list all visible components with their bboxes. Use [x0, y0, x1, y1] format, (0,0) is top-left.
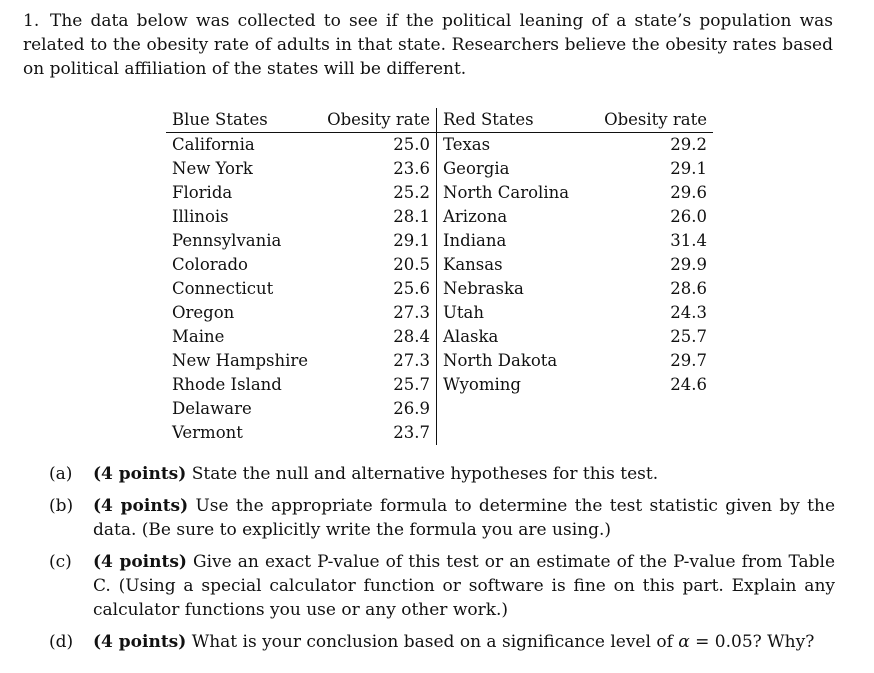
question-parts	[49, 462, 835, 662]
header-blue-states: Blue States	[166, 108, 318, 133]
blue-obesity-rate: 29.1	[318, 229, 437, 253]
blue-obesity-rate: 28.4	[318, 325, 437, 349]
red-state-name: Texas	[443, 135, 491, 154]
table-row	[166, 205, 713, 229]
red-state-name: North Dakota	[443, 351, 558, 370]
blue-obesity-rate: 25.0	[318, 133, 437, 158]
part-label: (a)	[49, 464, 73, 484]
part-body	[93, 550, 835, 622]
blue-obesity-rate: 25.2	[318, 181, 437, 205]
part-points: (4 points)	[93, 496, 189, 516]
blue-state-name: Delaware	[172, 399, 252, 418]
part-label: (d)	[49, 632, 74, 652]
blue-state-name: Connecticut	[172, 279, 274, 298]
header-blue-obesity-rate: Obesity rate	[318, 108, 437, 133]
red-state-name: North Carolina	[443, 183, 570, 202]
blue-state-name: Colorado	[172, 255, 248, 274]
red-state-name: Georgia	[443, 159, 510, 178]
blue-obesity-rate: 27.3	[318, 301, 437, 325]
red-state-name: Alaska	[443, 327, 499, 346]
blue-state-name: Pennsylvania	[172, 231, 282, 250]
red-obesity-rate: 26.0	[670, 207, 707, 226]
table-row	[166, 349, 713, 373]
table-row	[166, 133, 713, 158]
part-c	[49, 550, 835, 622]
red-state-name: Wyoming	[443, 375, 521, 394]
blue-state-name: New Hampshire	[172, 351, 309, 370]
red-obesity-rate: 29.9	[670, 255, 707, 274]
blue-obesity-rate: 28.1	[318, 205, 437, 229]
header-red-states: Red States	[437, 108, 585, 133]
part-text: What is your conclusion based on a significance level of	[191, 632, 673, 652]
blue-state-name: Illinois	[172, 207, 229, 226]
question-intro	[23, 9, 833, 81]
part-d	[49, 630, 835, 654]
blue-state-name: Florida	[172, 183, 233, 202]
part-text-end: = 0.05? Why?	[695, 632, 815, 652]
blue-state-name: Oregon	[172, 303, 235, 322]
red-state-name: Utah	[443, 303, 485, 322]
red-state-name: Indiana	[443, 231, 507, 250]
red-obesity-rate: 29.1	[670, 159, 707, 178]
table-row	[166, 397, 713, 421]
blue-obesity-rate: 23.6	[318, 157, 437, 181]
part-text: Use the appropriate formula to determine the test statistic given by the data. (Be sure to explicitly write the formula you are using.)	[93, 496, 835, 540]
red-obesity-rate: 24.6	[670, 375, 707, 394]
red-obesity-rate: 25.7	[670, 327, 707, 346]
part-points: (4 points)	[93, 552, 187, 572]
table-body	[166, 133, 713, 446]
red-obesity-rate: 31.4	[670, 231, 707, 250]
blue-state-name: California	[172, 135, 255, 154]
red-obesity-rate: 28.6	[670, 279, 707, 298]
red-obesity-rate	[584, 397, 713, 421]
blue-obesity-rate: 25.7	[318, 373, 437, 397]
table-row	[166, 253, 713, 277]
part-body	[93, 494, 835, 542]
blue-state-name: New York	[172, 159, 253, 178]
red-state-name: Kansas	[443, 255, 503, 274]
red-state-name	[437, 421, 585, 445]
red-obesity-rate: 24.3	[670, 303, 707, 322]
part-label: (b)	[49, 496, 74, 516]
part-body	[93, 462, 658, 486]
table-row	[166, 157, 713, 181]
blue-obesity-rate: 25.6	[318, 277, 437, 301]
table-row	[166, 421, 713, 445]
part-points: (4 points)	[93, 632, 187, 652]
part-a	[49, 462, 835, 486]
blue-obesity-rate: 20.5	[318, 253, 437, 277]
blue-obesity-rate: 27.3	[318, 349, 437, 373]
red-obesity-rate: 29.7	[670, 351, 707, 370]
blue-state-name: Rhode Island	[172, 375, 282, 394]
part-b	[49, 494, 835, 542]
red-obesity-rate: 29.6	[670, 183, 707, 202]
table-row	[166, 301, 713, 325]
part-text: State the null and alternative hypotheses for this test.	[191, 464, 659, 484]
part-label: (c)	[49, 552, 72, 572]
red-state-name: Arizona	[443, 207, 508, 226]
red-state-name	[437, 397, 585, 421]
question-intro-text: The data below was collected to see if the political leaning of a state’s population was related to the obesity rate of adults in that state. Researchers believe the obesity rates based on political affiliation of the states will be different.	[23, 11, 833, 79]
red-obesity-rate: 29.2	[670, 135, 707, 154]
question-number: 1.	[23, 11, 40, 31]
red-obesity-rate	[584, 421, 713, 445]
blue-state-name: Maine	[172, 327, 225, 346]
blue-obesity-rate: 26.9	[318, 397, 437, 421]
header-red-obesity-rate: Obesity rate	[584, 108, 713, 133]
table-row	[166, 181, 713, 205]
table-row	[166, 229, 713, 253]
obesity-data-table	[166, 108, 713, 445]
table-row	[166, 325, 713, 349]
blue-obesity-rate: 23.7	[318, 421, 437, 445]
table-row	[166, 373, 713, 397]
blue-state-name: Vermont	[172, 423, 243, 442]
table-header-row	[166, 108, 713, 133]
part-text: Give an exact P-value of this test or an estimate of the P-value from Table C. (Using a special calculator function or software is fine on this part. Explain any calculator functions you use or any other work.)	[93, 552, 835, 620]
part-points: (4 points)	[93, 464, 187, 484]
table-row	[166, 277, 713, 301]
alpha-symbol: α	[678, 632, 690, 652]
red-state-name: Nebraska	[443, 279, 524, 298]
part-body	[93, 630, 814, 654]
